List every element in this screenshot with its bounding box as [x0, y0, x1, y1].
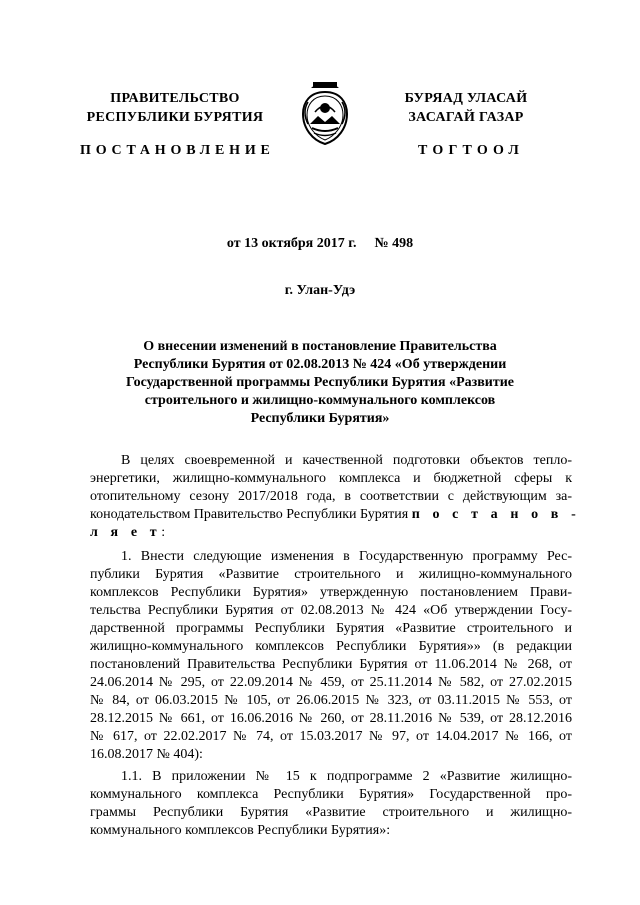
text-line: 24.06.2014 № 295, от 22.09.2014 № 459, от 25.11.2014 № 582, от 27.02.2015 — [90, 675, 572, 690]
title-line: О внесении изменений в постановление Правительства — [143, 339, 497, 354]
document-title — [90, 338, 550, 428]
text-line: В целях своевременной и качественной подготовки объектов тепло- — [121, 453, 572, 468]
title-line: Государственной программы Республики Бурятия «Развитие — [125, 375, 515, 390]
text-line: публики Бурятия «Развитие строительного и жилищно-коммунального — [90, 567, 572, 582]
document-date: от 13 октября 2017 г. — [226, 236, 357, 251]
government-name-ru — [80, 89, 270, 127]
text-line: № 84, от 06.03.2015 № 105, от 26.06.2015 № 323, от 03.11.2015 № 553, от — [90, 693, 572, 708]
text-line: коммунального комплекса Республики Бурятия» Государственной про- — [90, 787, 572, 802]
text-line: тельства Республики Бурятия от 02.08.2013 № 424 «Об утверждении Госу- — [90, 603, 572, 618]
text-segment: : — [161, 525, 166, 540]
text-line: отопительному сезону 2017/2018 года, в соответствии с действующим за- — [90, 489, 572, 504]
text-line: 28.12.2015 № 661, от 16.06.2016 № 260, от 28.11.2016 № 539, от 28.12.2016 — [90, 711, 572, 726]
text-line — [90, 524, 572, 542]
document-type-ru: ПОСТАНОВЛЕНИЕ — [80, 143, 275, 158]
text-segment: конодательством Правительство Республики Бурятия — [90, 507, 409, 522]
government-name-ru-line-2: РЕСПУБЛИКИ БУРЯТИЯ — [86, 110, 264, 125]
coat-of-arms-icon — [298, 78, 352, 146]
government-name-bua-line-1: БУРЯАД УЛАСАЙ — [404, 91, 528, 106]
document-number: № 498 — [374, 236, 414, 251]
government-name-bua — [386, 89, 546, 127]
text-line: № 617, от 22.02.2017 № 74, от 15.03.2017 № 97, от 14.04.2017 № 166, от — [90, 729, 572, 744]
text-line: постановлений Правительства Республики Бурятия от 11.06.2014 № 268, от — [90, 657, 572, 672]
text-line: 1. Внести следующие изменения в Государственную программу Рес- — [121, 549, 572, 564]
text-line: комплексов Республики Бурятия» утвержденную постановлением Прави- — [90, 585, 572, 600]
title-line: Республики Бурятия от 02.08.2013 № 424 «Об утверждении — [133, 357, 507, 372]
document-type-bua: ТОГТООЛ — [418, 143, 525, 158]
text-line: дарственной программы Республики Бурятия «Развитие строительного и — [90, 621, 572, 636]
text-line: 1.1. В приложении № 15 к подпрограмме 2 «Развитие жилищно- — [121, 769, 572, 784]
date-and-number — [0, 236, 640, 252]
title-line: строительного и жилищно-коммунального комплексов — [144, 393, 496, 408]
government-name-ru-line-1: ПРАВИТЕЛЬСТВО — [110, 91, 240, 106]
resolves-word-part-2: л я е т — [90, 525, 162, 540]
text-line: энергетики, жилищно-коммунального комплекса и бюджетной сферы к — [90, 471, 572, 486]
text-line: жилищно-коммунального комплексов Республики Бурятия»» (в редакции — [90, 639, 572, 654]
text-line: граммы Республики Бурятия «Развитие строительного и жилищно- — [90, 805, 572, 820]
title-line: Республики Бурятия» — [250, 411, 390, 426]
resolves-word-part-1: п о с т а н о в - — [411, 507, 581, 522]
preamble-paragraph — [90, 452, 581, 542]
paragraph-1 — [90, 548, 572, 764]
text-line: 16.08.2017 № 404): — [90, 747, 203, 762]
document-city: г. Улан-Удэ — [284, 283, 356, 298]
text-line: коммунального комплексов Республики Бурятия»: — [90, 823, 391, 838]
text-line — [90, 506, 581, 524]
paragraph-1-1 — [90, 768, 572, 840]
government-name-bua-line-2: ЗАСАГАЙ ГАЗАР — [408, 110, 524, 125]
